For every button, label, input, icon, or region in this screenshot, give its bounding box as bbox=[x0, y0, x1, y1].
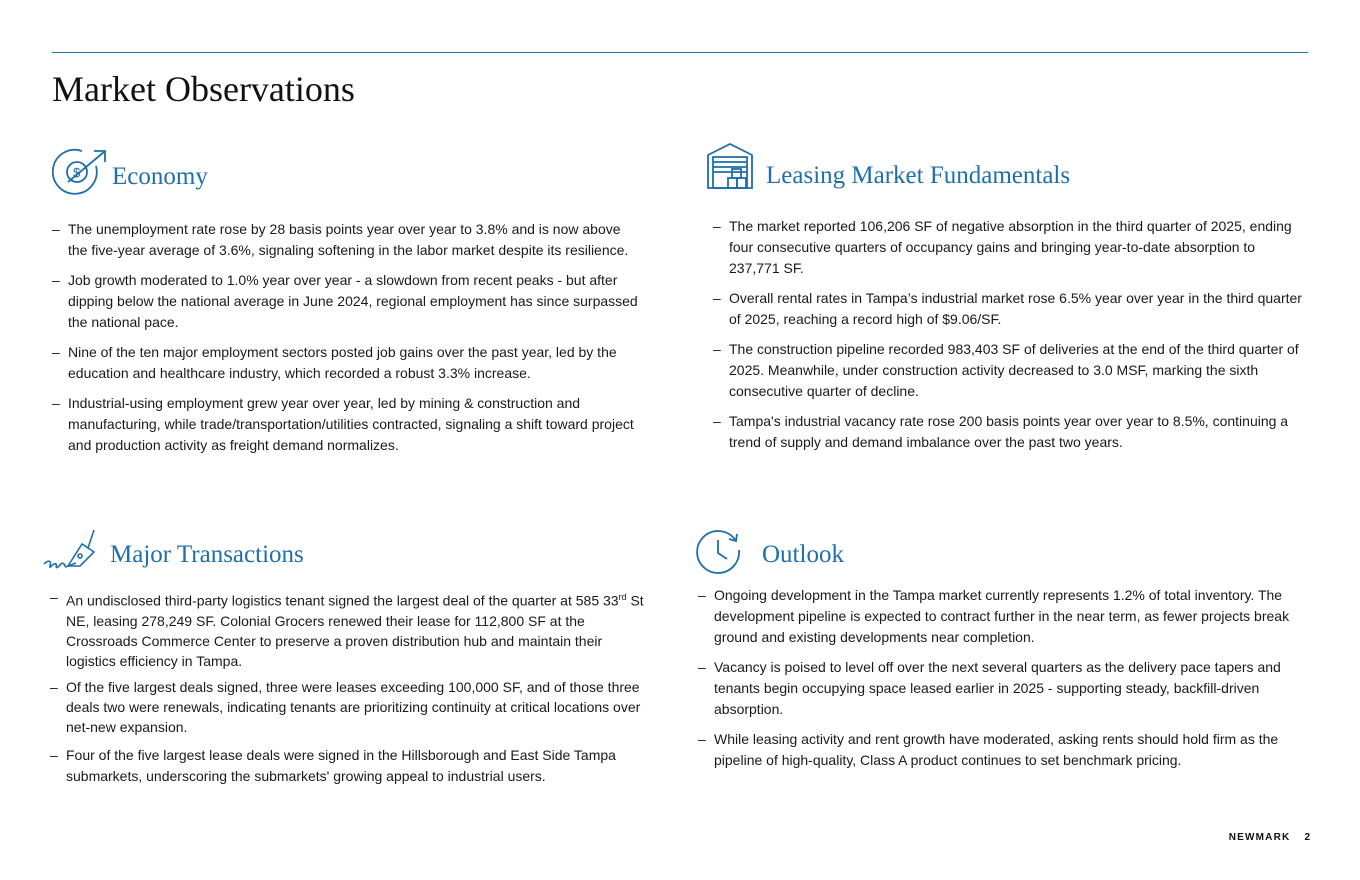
list-item: – Job growth moderated to 1.0% year over year - a slowdown from recent peaks - but after dipping below the national average in June 2024, regional employment has since surpassed the national pace. bbox=[52, 272, 638, 330]
page-title: Market Observations bbox=[52, 69, 355, 109]
economy-title: Economy bbox=[112, 162, 208, 190]
warehouse-icon bbox=[706, 142, 760, 196]
list-item: – Industrial-using employment grew year over year, led by mining & construction and manufacturing, while trade/transportation/utilities contracted, signaling a shift toward project and production activity as freight demand normalizes. bbox=[52, 395, 634, 453]
outlook-list bbox=[698, 585, 1308, 780]
outlook-title: Outlook bbox=[762, 540, 844, 568]
header-rule bbox=[52, 52, 1308, 53]
brand-logo: NEWMARK bbox=[1228, 832, 1291, 843]
list-item: – The construction pipeline recorded 983,403 SF of deliveries at the end of the third quarter of 2025. Meanwhile, under construction activity decreased to 3.0 MSF, marking the sixth consecutive quarter of decline. bbox=[713, 341, 1299, 399]
transactions-title: Major Transactions bbox=[110, 540, 304, 568]
list-item: – The unemployment rate rose by 28 basis points year over year to 3.8% and is now above the five-year average of 3.6%, signaling softening in the labor market despite its resilience. bbox=[52, 221, 629, 258]
leasing-list bbox=[713, 216, 1308, 462]
list-item: – While leasing activity and rent growth have moderated, asking rents should hold firm as the pipeline of high-quality, Class A product continues to set benchmark pricing. bbox=[698, 731, 1279, 768]
economy-list bbox=[52, 219, 642, 465]
transactions-list bbox=[50, 587, 650, 793]
list-item: – Of the five largest deals signed, three were leases exceeding 100,000 SF, and of those three deals two were renewals, indicating tenants are prioritizing continuity at critical locations over net-new expansion. bbox=[50, 678, 641, 735]
clock-arrow-icon bbox=[696, 526, 750, 580]
transactions-header bbox=[42, 526, 304, 580]
list-item: – Nine of the ten major employment sectors posted job gains over the past year, led by the education and healthcare industry, which recorded a robust 3.3% increase. bbox=[52, 344, 617, 381]
footer bbox=[1229, 832, 1310, 843]
economy-header bbox=[52, 146, 208, 200]
list-item: – Overall rental rates in Tampa’s industrial market rose 6.5% year over year in the third quarter of 2025, reaching a record high of $9.06/SF. bbox=[713, 290, 1302, 327]
list-item: – Four of the five largest lease deals were signed in the Hillsborough and East Side Tampa submarkets, underscoring the submarkets' growing appeal to industrial users. bbox=[50, 746, 616, 784]
leasing-title: Leasing Market Fundamentals bbox=[766, 161, 1071, 189]
signature-pen-icon bbox=[42, 526, 96, 580]
list-item: – Ongoing development in the Tampa market currently represents 1.2% of total inventory. The development pipeline is expected to contract further in the near term, as fewer projects break ground and existing developments near completion. bbox=[698, 587, 1290, 645]
svg-text:$: $ bbox=[73, 165, 81, 180]
list-item: – The market reported 106,206 SF of negative absorption in the third quarter of 2025, ending four consecutive quarters of occupancy gains and bringing year-to-date absorption to 237,771 SF. bbox=[713, 218, 1292, 276]
page-number: 2 bbox=[1304, 832, 1310, 843]
leasing-header bbox=[706, 142, 1070, 196]
list-item: – Tampa's industrial vacancy rate rose 200 basis points year over year to 8.5%, continuing a trend of supply and demand imbalance over the past two years. bbox=[713, 413, 1289, 450]
list-item: – An undisclosed third-party logistics tenant signed the largest deal of the quarter at 585 33rd St NE, leasing 278,249 SF. Colonial Grocers renewed their lease for 112,800 SF at the Crossroads Commerce Center to preserve a proven distribution hub and maintain their logistics efficiency in Tampa. bbox=[50, 589, 644, 669]
outlook-header bbox=[696, 526, 844, 580]
list-item: – Vacancy is poised to level off over the next several quarters as the delivery pace tapers and tenants begin occupying space leased earlier in 2025 - supporting steady, backfill-driven absorption. bbox=[698, 659, 1281, 717]
dollar-growth-icon bbox=[52, 146, 106, 200]
